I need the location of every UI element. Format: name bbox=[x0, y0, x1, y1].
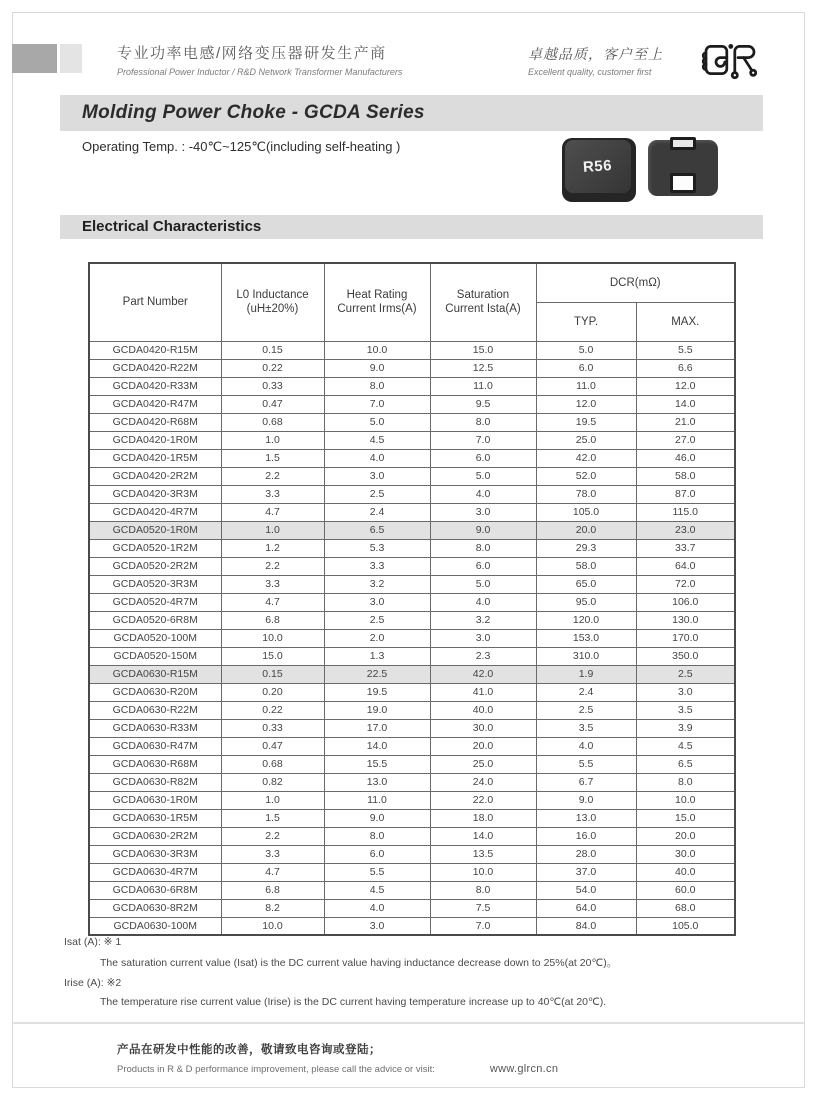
table-cell: 20.0 bbox=[636, 827, 735, 845]
table-row bbox=[89, 665, 735, 683]
table-cell: 40.0 bbox=[636, 863, 735, 881]
table-cell: 42.0 bbox=[430, 665, 536, 683]
table-cell: 14.0 bbox=[430, 827, 536, 845]
table-cell: 2.5 bbox=[636, 665, 735, 683]
table-cell: GCDA0630-100M bbox=[89, 917, 221, 935]
table-cell: GCDA0520-6R8M bbox=[89, 611, 221, 629]
table-body bbox=[89, 341, 735, 935]
table-cell: 12.0 bbox=[636, 377, 735, 395]
table-row bbox=[89, 539, 735, 557]
table-cell: 13.0 bbox=[324, 773, 430, 791]
table-cell: GCDA0420-4R7M bbox=[89, 503, 221, 521]
table-cell: 13.0 bbox=[536, 809, 636, 827]
note-irise-text: The temperature rise current value (Irise) is the DC current having temperature increase up to 40℃(at 20℃). bbox=[100, 996, 607, 1008]
table-cell: 3.9 bbox=[636, 719, 735, 737]
table-cell: GCDA0520-3R3M bbox=[89, 575, 221, 593]
table-cell: 3.3 bbox=[324, 557, 430, 575]
table-cell: 2.4 bbox=[536, 683, 636, 701]
note-isat-label: Isat (A): ※ 1 bbox=[64, 936, 122, 948]
table-cell: GCDA0630-R68M bbox=[89, 755, 221, 773]
table-cell: 11.0 bbox=[536, 377, 636, 395]
table-cell: GCDA0630-R82M bbox=[89, 773, 221, 791]
table-cell: GCDA0520-150M bbox=[89, 647, 221, 665]
table-cell: GCDA0520-2R2M bbox=[89, 557, 221, 575]
table-row bbox=[89, 575, 735, 593]
table-cell: GCDA0630-R20M bbox=[89, 683, 221, 701]
table-cell: 14.0 bbox=[324, 737, 430, 755]
table-cell: 3.0 bbox=[324, 917, 430, 935]
table-cell: 22.5 bbox=[324, 665, 430, 683]
table-cell: 9.0 bbox=[536, 791, 636, 809]
table-cell: 68.0 bbox=[636, 899, 735, 917]
brand-logo-icon bbox=[698, 38, 762, 87]
table-cell: 8.0 bbox=[324, 827, 430, 845]
table-cell: 1.3 bbox=[324, 647, 430, 665]
table-cell: 14.0 bbox=[636, 395, 735, 413]
table-cell: 4.0 bbox=[430, 485, 536, 503]
table-cell: 8.0 bbox=[430, 413, 536, 431]
table-cell: 1.9 bbox=[536, 665, 636, 683]
table-cell: 17.0 bbox=[324, 719, 430, 737]
table-cell: 2.5 bbox=[536, 701, 636, 719]
table-cell: 12.5 bbox=[430, 359, 536, 377]
table-row bbox=[89, 845, 735, 863]
footer-website-url: www.glrcn.cn bbox=[489, 1063, 559, 1075]
note-irise-label: Irise (A): ※2 bbox=[64, 977, 122, 989]
table-cell: 6.7 bbox=[536, 773, 636, 791]
table-cell: 8.0 bbox=[324, 377, 430, 395]
table-cell: 29.3 bbox=[536, 539, 636, 557]
table-cell: 3.3 bbox=[221, 575, 324, 593]
table-cell: 95.0 bbox=[536, 593, 636, 611]
table-cell: 105.0 bbox=[536, 503, 636, 521]
table-cell: 2.5 bbox=[324, 485, 430, 503]
table-cell: 3.0 bbox=[430, 629, 536, 647]
table-cell: 2.2 bbox=[221, 827, 324, 845]
col-header-dcr-max: MAX. bbox=[636, 302, 735, 341]
table-row bbox=[89, 791, 735, 809]
table-cell: 5.5 bbox=[324, 863, 430, 881]
table-cell: 9.0 bbox=[430, 521, 536, 539]
table-cell: 1.0 bbox=[221, 791, 324, 809]
table-cell: 105.0 bbox=[636, 917, 735, 935]
table-cell: 12.0 bbox=[536, 395, 636, 413]
table-cell: GCDA0520-1R2M bbox=[89, 539, 221, 557]
table-cell: 46.0 bbox=[636, 449, 735, 467]
table-cell: 6.5 bbox=[324, 521, 430, 539]
table-cell: 28.0 bbox=[536, 845, 636, 863]
table-cell: 1.5 bbox=[221, 449, 324, 467]
table-cell: 65.0 bbox=[536, 575, 636, 593]
table-cell: 10.0 bbox=[430, 863, 536, 881]
table-cell: 9.0 bbox=[324, 359, 430, 377]
table-row bbox=[89, 773, 735, 791]
table-row bbox=[89, 881, 735, 899]
note-isat-text: The saturation current value (Isat) is the DC current value having inductance decrease down to 25%(at 20℃)。 bbox=[100, 957, 618, 969]
table-cell: 24.0 bbox=[430, 773, 536, 791]
table-cell: GCDA0630-R47M bbox=[89, 737, 221, 755]
table-row bbox=[89, 755, 735, 773]
table-cell: 25.0 bbox=[536, 431, 636, 449]
table-cell: GCDA0630-8R2M bbox=[89, 899, 221, 917]
table-cell: 84.0 bbox=[536, 917, 636, 935]
table-cell: 60.0 bbox=[636, 881, 735, 899]
table-row bbox=[89, 647, 735, 665]
footnotes bbox=[64, 936, 764, 1008]
terminal-pad-top bbox=[670, 137, 696, 150]
table-cell: 15.5 bbox=[324, 755, 430, 773]
table-row bbox=[89, 719, 735, 737]
table-cell: 2.3 bbox=[430, 647, 536, 665]
table-cell: 22.0 bbox=[430, 791, 536, 809]
table-cell: 3.0 bbox=[324, 593, 430, 611]
table-row bbox=[89, 557, 735, 575]
table-cell: 4.5 bbox=[324, 431, 430, 449]
table-cell: 5.5 bbox=[636, 341, 735, 359]
table-cell: 5.0 bbox=[430, 575, 536, 593]
table-cell: 27.0 bbox=[636, 431, 735, 449]
table-cell: 64.0 bbox=[536, 899, 636, 917]
table-cell: 5.0 bbox=[536, 341, 636, 359]
table-cell: 3.3 bbox=[221, 845, 324, 863]
table-cell: 1.5 bbox=[221, 809, 324, 827]
table-cell: GCDA0420-R15M bbox=[89, 341, 221, 359]
table-cell: 4.0 bbox=[536, 737, 636, 755]
decor-square-light bbox=[60, 44, 82, 73]
table-cell: 170.0 bbox=[636, 629, 735, 647]
table-cell: 72.0 bbox=[636, 575, 735, 593]
table-cell: 13.5 bbox=[430, 845, 536, 863]
table-cell: 3.0 bbox=[636, 683, 735, 701]
table-cell: 7.0 bbox=[430, 431, 536, 449]
table-cell: 5.0 bbox=[430, 467, 536, 485]
table-cell: GCDA0630-R15M bbox=[89, 665, 221, 683]
table-cell: GCDA0420-1R0M bbox=[89, 431, 221, 449]
table-cell: GCDA0520-100M bbox=[89, 629, 221, 647]
table-cell: 2.2 bbox=[221, 557, 324, 575]
table-cell: 6.5 bbox=[636, 755, 735, 773]
table-cell: 58.0 bbox=[636, 467, 735, 485]
table-cell: GCDA0630-6R8M bbox=[89, 881, 221, 899]
table-cell: 25.0 bbox=[430, 755, 536, 773]
table-cell: GCDA0630-2R2M bbox=[89, 827, 221, 845]
table-cell: GCDA0420-R22M bbox=[89, 359, 221, 377]
table-cell: 120.0 bbox=[536, 611, 636, 629]
table-cell: 3.3 bbox=[221, 485, 324, 503]
slogan-english: Professional Power Inductor / R&D Network Transformer Manufacturers bbox=[117, 67, 403, 77]
col-header-heat-rating: Heat Rating Current Irms(A) bbox=[324, 263, 430, 341]
table-cell: 8.0 bbox=[636, 773, 735, 791]
table-cell: 58.0 bbox=[536, 557, 636, 575]
product-photos bbox=[562, 138, 718, 202]
col-header-dcr-typ: TYP. bbox=[536, 302, 636, 341]
table-cell: 19.5 bbox=[324, 683, 430, 701]
table-cell: GCDA0630-R33M bbox=[89, 719, 221, 737]
table-cell: 4.0 bbox=[324, 449, 430, 467]
inductor-top-face bbox=[565, 140, 631, 193]
table-cell: 11.0 bbox=[324, 791, 430, 809]
col-header-part-number: Part Number bbox=[89, 263, 221, 341]
table-row bbox=[89, 359, 735, 377]
table-cell: 1.0 bbox=[221, 431, 324, 449]
table-cell: 153.0 bbox=[536, 629, 636, 647]
table-row bbox=[89, 863, 735, 881]
table-cell: 19.5 bbox=[536, 413, 636, 431]
table-cell: 5.5 bbox=[536, 755, 636, 773]
table-cell: 4.0 bbox=[430, 593, 536, 611]
table-row bbox=[89, 503, 735, 521]
table-cell: 0.33 bbox=[221, 719, 324, 737]
table-cell: 30.0 bbox=[636, 845, 735, 863]
table-cell: 0.68 bbox=[221, 413, 324, 431]
electrical-characteristics-table bbox=[88, 262, 736, 936]
table-cell: 52.0 bbox=[536, 467, 636, 485]
table-cell: GCDA0630-1R0M bbox=[89, 791, 221, 809]
table-cell: GCDA0630-3R3M bbox=[89, 845, 221, 863]
table-cell: 15.0 bbox=[636, 809, 735, 827]
table-cell: GCDA0420-1R5M bbox=[89, 449, 221, 467]
quality-motto bbox=[528, 44, 663, 77]
table-row bbox=[89, 467, 735, 485]
table-row bbox=[89, 521, 735, 539]
table-cell: 2.5 bbox=[324, 611, 430, 629]
table-cell: 87.0 bbox=[636, 485, 735, 503]
table-cell: 3.2 bbox=[324, 575, 430, 593]
table-cell: 0.47 bbox=[221, 395, 324, 413]
table-cell: 7.5 bbox=[430, 899, 536, 917]
footer-chinese: 产品在研发中性能的改善，敬请致电咨询或登陆； bbox=[117, 1044, 381, 1056]
slogan-chinese: 专业功率电感/网络变压器研发生产商 bbox=[117, 45, 387, 62]
table-cell: 6.6 bbox=[636, 359, 735, 377]
table-cell: 4.5 bbox=[636, 737, 735, 755]
table-row bbox=[89, 899, 735, 917]
table-cell: GCDA0630-4R7M bbox=[89, 863, 221, 881]
table-cell: GCDA0520-4R7M bbox=[89, 593, 221, 611]
table-cell: 2.4 bbox=[324, 503, 430, 521]
table-cell: 64.0 bbox=[636, 557, 735, 575]
table-cell: 11.0 bbox=[430, 377, 536, 395]
table-cell: 4.7 bbox=[221, 863, 324, 881]
table-cell: 4.0 bbox=[324, 899, 430, 917]
table-cell: 20.0 bbox=[430, 737, 536, 755]
table-cell: 10.0 bbox=[324, 341, 430, 359]
table-cell: 18.0 bbox=[430, 809, 536, 827]
table-cell: 16.0 bbox=[536, 827, 636, 845]
footer-divider bbox=[12, 1022, 805, 1024]
table-cell: 10.0 bbox=[221, 917, 324, 935]
terminal-pad-bottom bbox=[670, 173, 696, 193]
table-row bbox=[89, 809, 735, 827]
table-row bbox=[89, 413, 735, 431]
table-row bbox=[89, 449, 735, 467]
table-row bbox=[89, 629, 735, 647]
operating-temp-text: Operating Temp. : -40℃~125℃(including self-heating ) bbox=[82, 139, 401, 154]
table-cell: 33.7 bbox=[636, 539, 735, 557]
table-cell: 3.0 bbox=[430, 503, 536, 521]
table-cell: 130.0 bbox=[636, 611, 735, 629]
table-cell: 5.0 bbox=[324, 413, 430, 431]
table-cell: 3.2 bbox=[430, 611, 536, 629]
table-cell: GCDA0420-R33M bbox=[89, 377, 221, 395]
table-row bbox=[89, 431, 735, 449]
table-row bbox=[89, 917, 735, 935]
table-row bbox=[89, 737, 735, 755]
table-cell: 6.0 bbox=[430, 557, 536, 575]
table-cell: 5.3 bbox=[324, 539, 430, 557]
table-cell: GCDA0420-2R2M bbox=[89, 467, 221, 485]
table-cell: 78.0 bbox=[536, 485, 636, 503]
table-cell: 1.2 bbox=[221, 539, 324, 557]
table-cell: 6.8 bbox=[221, 881, 324, 899]
product-photo-bottom-view bbox=[648, 140, 718, 196]
table-cell: GCDA0520-1R0M bbox=[89, 521, 221, 539]
table-cell: 115.0 bbox=[636, 503, 735, 521]
table-cell: 15.0 bbox=[221, 647, 324, 665]
table-cell: 10.0 bbox=[221, 629, 324, 647]
table-cell: 40.0 bbox=[430, 701, 536, 719]
section-title: Electrical Characteristics bbox=[60, 215, 763, 239]
table-cell: 0.33 bbox=[221, 377, 324, 395]
table-cell: 15.0 bbox=[430, 341, 536, 359]
table-cell: 0.82 bbox=[221, 773, 324, 791]
table-cell: 7.0 bbox=[324, 395, 430, 413]
table-cell: 20.0 bbox=[536, 521, 636, 539]
table-cell: 0.22 bbox=[221, 359, 324, 377]
page-title: Molding Power Choke - GCDA Series bbox=[60, 95, 763, 131]
table-cell: 0.15 bbox=[221, 665, 324, 683]
table-row bbox=[89, 395, 735, 413]
table-row bbox=[89, 701, 735, 719]
table-cell: 19.0 bbox=[324, 701, 430, 719]
table-cell: 0.68 bbox=[221, 755, 324, 773]
motto-chinese: 卓越品质，客户至上 bbox=[528, 46, 663, 62]
table-cell: 41.0 bbox=[430, 683, 536, 701]
col-header-dcr: DCR(mΩ) bbox=[536, 263, 735, 302]
table-cell: GCDA0630-R22M bbox=[89, 701, 221, 719]
motto-english: Excellent quality, customer first bbox=[528, 67, 652, 77]
table-cell: 350.0 bbox=[636, 647, 735, 665]
table-row bbox=[89, 827, 735, 845]
table-cell: 2.2 bbox=[221, 467, 324, 485]
table-cell: 3.5 bbox=[536, 719, 636, 737]
table-cell: GCDA0420-R47M bbox=[89, 395, 221, 413]
table-row bbox=[89, 377, 735, 395]
company-slogan bbox=[117, 42, 402, 77]
table-row bbox=[89, 611, 735, 629]
table-cell: 4.7 bbox=[221, 503, 324, 521]
table-cell: 2.0 bbox=[324, 629, 430, 647]
table-cell: 21.0 bbox=[636, 413, 735, 431]
product-photo-top-view bbox=[562, 138, 636, 202]
table-cell: 3.0 bbox=[324, 467, 430, 485]
table-cell: 106.0 bbox=[636, 593, 735, 611]
table-cell: 9.5 bbox=[430, 395, 536, 413]
table-cell: 8.0 bbox=[430, 539, 536, 557]
decor-square-dark bbox=[12, 44, 57, 73]
table-cell: 0.20 bbox=[221, 683, 324, 701]
table-cell: 4.7 bbox=[221, 593, 324, 611]
page-footer bbox=[117, 1041, 558, 1075]
table-cell: GCDA0630-1R5M bbox=[89, 809, 221, 827]
table-cell: 54.0 bbox=[536, 881, 636, 899]
table-cell: 6.8 bbox=[221, 611, 324, 629]
table-cell: 0.22 bbox=[221, 701, 324, 719]
table-cell: 6.0 bbox=[430, 449, 536, 467]
table-cell: 0.15 bbox=[221, 341, 324, 359]
table-cell: 9.0 bbox=[324, 809, 430, 827]
table-cell: 42.0 bbox=[536, 449, 636, 467]
table-row bbox=[89, 593, 735, 611]
table-cell: 8.0 bbox=[430, 881, 536, 899]
part-marking-label: R56 bbox=[582, 157, 614, 176]
col-header-saturation: Saturation Current Ista(A) bbox=[430, 263, 536, 341]
table-cell: 3.5 bbox=[636, 701, 735, 719]
table-cell: 30.0 bbox=[430, 719, 536, 737]
table-cell: 6.0 bbox=[536, 359, 636, 377]
table-cell: GCDA0420-3R3M bbox=[89, 485, 221, 503]
table-cell: 23.0 bbox=[636, 521, 735, 539]
table-cell: 7.0 bbox=[430, 917, 536, 935]
table-cell: 310.0 bbox=[536, 647, 636, 665]
table-cell: 0.47 bbox=[221, 737, 324, 755]
table-row bbox=[89, 683, 735, 701]
table-cell: 6.0 bbox=[324, 845, 430, 863]
table-cell: 8.2 bbox=[221, 899, 324, 917]
table-cell: 37.0 bbox=[536, 863, 636, 881]
table-cell: 1.0 bbox=[221, 521, 324, 539]
col-header-inductance: L0 Inductance (uH±20%) bbox=[221, 263, 324, 341]
table-row bbox=[89, 485, 735, 503]
table-cell: GCDA0420-R68M bbox=[89, 413, 221, 431]
table-cell: 10.0 bbox=[636, 791, 735, 809]
table-row bbox=[89, 341, 735, 359]
footer-english: Products in R & D performance improvement, please call the advice or visit: bbox=[117, 1064, 435, 1075]
table-cell: 4.5 bbox=[324, 881, 430, 899]
